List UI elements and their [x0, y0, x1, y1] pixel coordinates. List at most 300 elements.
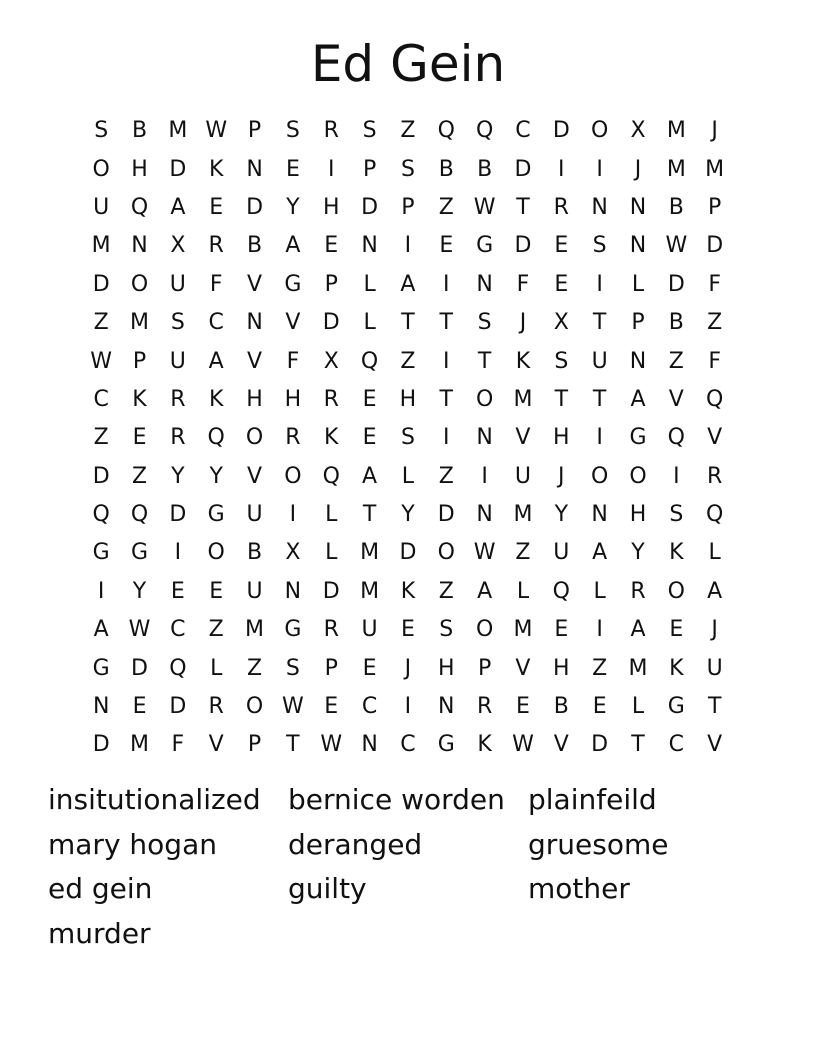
grid-cell[interactable]: V [707, 732, 723, 758]
grid-cell[interactable]: Z [592, 655, 608, 681]
grid-cell[interactable]: W [90, 348, 113, 374]
grid-cell[interactable]: U [169, 271, 186, 297]
grid-cell[interactable]: S [285, 118, 300, 144]
grid-cell[interactable]: N [92, 694, 110, 720]
grid-cell[interactable]: Q [130, 502, 149, 528]
grid-cell[interactable]: N [591, 194, 608, 220]
grid-cell[interactable]: M [360, 578, 380, 604]
grid-cell[interactable]: G [284, 617, 302, 643]
grid-cell[interactable]: I [443, 271, 450, 297]
grid-cell[interactable]: D [322, 310, 340, 336]
grid-cell[interactable]: C [93, 386, 109, 412]
grid-cell[interactable]: Z [400, 118, 416, 144]
grid-cell[interactable]: R [285, 425, 301, 451]
grid-cell[interactable]: Z [247, 655, 263, 681]
grid-cell[interactable]: G [207, 502, 225, 528]
letter-grid[interactable] [82, 112, 734, 765]
grid-cell[interactable]: T [516, 194, 530, 220]
grid-cell[interactable]: F [209, 271, 223, 297]
grid-cell[interactable]: T [592, 310, 607, 336]
grid-cell[interactable]: F [708, 271, 721, 297]
grid-cell[interactable]: M [628, 655, 648, 681]
grid-cell[interactable]: N [476, 502, 493, 528]
word-bank-item: plainfeild [528, 783, 657, 816]
grid-cell[interactable]: Q [92, 502, 110, 528]
grid-cell[interactable]: N [629, 233, 647, 259]
word-bank-item: gruesome [528, 827, 669, 861]
grid-cell[interactable]: B [438, 156, 454, 182]
grid-cell[interactable]: Z [93, 310, 109, 336]
grid-cell[interactable]: N [476, 425, 493, 451]
grid-cell[interactable]: E [362, 655, 377, 681]
grid-cell[interactable]: M [513, 502, 533, 528]
grid-cell[interactable]: E [592, 694, 607, 720]
grid-cell[interactable]: C [208, 310, 224, 336]
grid-cell[interactable]: D [322, 578, 340, 604]
grid-cell[interactable]: V [553, 732, 569, 758]
grid-cell[interactable]: Z [438, 578, 454, 604]
grid-cell[interactable]: O [207, 540, 225, 566]
grid-cell[interactable]: X [630, 118, 646, 144]
grid-cell[interactable]: H [246, 386, 263, 412]
grid-cell[interactable]: D [514, 156, 532, 182]
grid-row [82, 611, 734, 649]
grid-cell[interactable]: L [325, 540, 338, 566]
grid-cell[interactable]: Z [208, 617, 224, 643]
grid-cell[interactable]: D [591, 732, 609, 758]
grid-cell[interactable]: D [399, 540, 417, 566]
grid-cell[interactable]: D [706, 233, 724, 259]
grid-cell[interactable]: J [711, 617, 718, 643]
grid-cell[interactable]: O [590, 118, 609, 144]
grid-cell[interactable]: V [707, 425, 723, 451]
grid-cell[interactable]: M [513, 386, 533, 412]
grid-cell[interactable]: K [669, 655, 684, 681]
grid-cell[interactable]: E [554, 617, 569, 643]
grid-cell[interactable]: R [553, 194, 569, 220]
grid-cell[interactable]: D [514, 233, 532, 259]
grid-cell[interactable]: D [131, 655, 148, 681]
grid-cell[interactable]: M [705, 156, 725, 182]
grid-cell[interactable]: G [92, 655, 110, 681]
grid-cell[interactable]: O [284, 463, 302, 489]
grid-cell[interactable]: X [285, 540, 301, 566]
grid-cell[interactable]: U [169, 348, 186, 374]
grid-cell[interactable]: O [437, 540, 455, 566]
grid-row [82, 688, 734, 726]
grid-row [82, 496, 734, 534]
grid-cell[interactable]: W [512, 732, 534, 758]
grid-cell[interactable]: R [170, 386, 186, 412]
grid-cell[interactable]: T [477, 348, 492, 374]
grid-cell[interactable]: K [669, 540, 684, 566]
grid-cell[interactable]: H [131, 156, 148, 182]
grid-cell[interactable]: Z [131, 463, 148, 489]
grid-cell[interactable]: N [131, 233, 148, 259]
grid-cell[interactable]: S [592, 233, 607, 259]
grid-cell[interactable]: E [209, 194, 224, 220]
grid-cell[interactable]: S [285, 655, 300, 681]
grid-cell[interactable]: H [437, 655, 455, 681]
grid-cell[interactable]: K [132, 386, 147, 412]
grid-cell[interactable]: E [400, 617, 415, 643]
grid-cell[interactable]: H [322, 194, 340, 220]
grid-cell[interactable]: N [591, 502, 608, 528]
grid-cell[interactable]: E [324, 694, 339, 720]
grid-cell[interactable]: U [706, 655, 723, 681]
grid-cell[interactable]: W [665, 233, 688, 259]
grid-cell[interactable]: B [247, 233, 263, 259]
grid-cell[interactable]: I [404, 233, 412, 259]
grid-cell[interactable]: A [362, 463, 378, 489]
grid-cell[interactable]: O [245, 425, 264, 451]
grid-cell[interactable]: C [361, 694, 378, 720]
grid-cell[interactable]: I [596, 617, 603, 643]
grid-cell[interactable]: T [554, 386, 569, 412]
grid-cell[interactable]: Y [171, 463, 185, 489]
grid-cell[interactable]: E [669, 617, 684, 643]
grid-cell[interactable]: A [630, 386, 646, 412]
grid-cell[interactable]: D [552, 118, 570, 144]
grid-cell[interactable]: G [92, 540, 110, 566]
grid-cell[interactable]: F [516, 271, 530, 297]
grid-cell[interactable]: E [362, 425, 377, 451]
grid-cell[interactable]: E [439, 233, 454, 259]
grid-cell[interactable]: E [132, 694, 147, 720]
grid-cell[interactable]: F [171, 732, 185, 758]
grid-cell[interactable]: B [668, 310, 684, 336]
grid-cell[interactable]: K [208, 156, 224, 182]
grid-cell[interactable]: I [289, 502, 297, 528]
grid-cell[interactable]: L [708, 540, 721, 566]
grid-cell[interactable]: E [362, 386, 377, 412]
grid-cell[interactable]: U [361, 617, 378, 643]
grid-cell[interactable]: W [128, 617, 151, 643]
grid-cell[interactable]: B [477, 156, 493, 182]
grid-cell[interactable]: Y [401, 502, 415, 528]
grid-cell[interactable]: P [247, 118, 262, 144]
grid-cell[interactable]: R [170, 425, 186, 451]
word-bank-item: ed gein [48, 872, 153, 906]
grid-cell[interactable]: Q [437, 118, 455, 144]
grid-cell[interactable]: G [476, 233, 494, 259]
grid-cell[interactable]: S [170, 310, 185, 336]
grid-cell[interactable]: M [513, 617, 533, 643]
grid-cell[interactable]: L [631, 694, 645, 720]
grid-cell[interactable]: Q [475, 118, 494, 144]
grid-cell[interactable]: A [285, 233, 301, 259]
grid-cell[interactable]: S [94, 118, 109, 144]
grid-cell[interactable]: N [361, 732, 378, 758]
grid-cell[interactable]: W [320, 732, 343, 758]
grid-cell[interactable]: L [363, 310, 376, 336]
grid-cell[interactable]: J [404, 655, 412, 681]
grid-cell[interactable]: E [324, 233, 339, 259]
grid-cell[interactable]: T [631, 732, 645, 758]
grid-cell[interactable]: Z [515, 540, 531, 566]
grid-cell[interactable]: S [362, 118, 377, 144]
grid-cell[interactable]: R [707, 463, 723, 489]
grid-cell[interactable]: S [477, 310, 492, 336]
grid-cell[interactable]: M [130, 732, 149, 758]
grid-cell[interactable]: I [97, 578, 105, 604]
grid-cell[interactable]: M [168, 118, 188, 144]
grid-cell[interactable]: U [553, 540, 570, 566]
grid-cell[interactable]: T [401, 310, 415, 336]
grid-cell[interactable]: Q [322, 463, 340, 489]
grid-cell[interactable]: T [439, 386, 453, 412]
grid-cell[interactable]: S [554, 348, 569, 374]
grid-cell[interactable]: G [667, 694, 685, 720]
grid-cell[interactable]: K [400, 578, 416, 604]
grid-cell[interactable]: S [439, 617, 454, 643]
grid-cell[interactable]: A [93, 617, 109, 643]
grid-cell[interactable]: I [558, 156, 565, 182]
grid-cell[interactable]: O [590, 463, 609, 489]
grid-cell[interactable]: O [667, 578, 685, 604]
grid-cell[interactable]: E [170, 578, 185, 604]
grid-cell[interactable]: Q [706, 386, 724, 412]
grid-cell[interactable]: Z [438, 194, 454, 220]
grid-cell[interactable]: I [596, 425, 603, 451]
grid-cell[interactable]: U [591, 348, 608, 374]
grid-cell[interactable]: D [92, 732, 110, 758]
grid-cell[interactable]: I [443, 425, 450, 451]
grid-cell[interactable]: U [93, 194, 110, 220]
grid-cell[interactable]: I [443, 348, 450, 374]
grid-cell[interactable]: Y [286, 194, 300, 220]
grid-cell[interactable]: H [399, 386, 417, 412]
word-bank-item: insitutionalized [48, 783, 261, 816]
grid-cell[interactable]: X [170, 233, 186, 259]
grid-cell[interactable]: J [634, 156, 642, 182]
grid-cell[interactable]: I [404, 694, 412, 720]
grid-cell[interactable]: M [245, 617, 265, 643]
grid-cell[interactable]: O [475, 617, 494, 643]
grid-cell[interactable]: J [519, 310, 527, 336]
grid-cell[interactable]: L [401, 463, 415, 489]
grid-cell[interactable]: P [324, 271, 338, 297]
grid-cell[interactable]: D [246, 194, 264, 220]
grid-cell[interactable]: Q [667, 425, 685, 451]
grid-cell[interactable]: Y [631, 540, 645, 566]
grid-cell[interactable]: K [208, 386, 224, 412]
grid-cell[interactable]: Z [400, 348, 416, 374]
grid-cell[interactable]: M [666, 156, 686, 182]
grid-cell[interactable]: A [208, 348, 224, 374]
grid-cell[interactable]: O [92, 156, 110, 182]
grid-cell[interactable]: Z [668, 348, 684, 374]
grid-cell[interactable]: E [516, 694, 530, 720]
grid-cell[interactable]: O [245, 694, 264, 720]
grid-cell[interactable]: D [169, 694, 187, 720]
grid-cell[interactable]: R [323, 118, 339, 144]
grid-cell[interactable]: X [323, 348, 339, 374]
grid-cell[interactable]: A [707, 578, 723, 604]
grid-cell[interactable]: J [558, 463, 565, 489]
grid-cell[interactable]: B [131, 118, 148, 144]
grid-cell[interactable]: Q [552, 578, 570, 604]
grid-cell[interactable]: E [554, 233, 569, 259]
grid-cell[interactable]: A [400, 271, 416, 297]
grid-cell[interactable]: W [282, 694, 304, 720]
grid-cell[interactable]: K [477, 732, 492, 758]
grid-cell[interactable]: K [324, 425, 339, 451]
grid-cell[interactable]: V [247, 348, 263, 374]
grid-cell[interactable]: W [473, 540, 496, 566]
grid-cell[interactable]: S [400, 156, 415, 182]
grid-cell[interactable]: P [324, 655, 338, 681]
grid-cell[interactable]: L [516, 578, 530, 604]
grid-cell[interactable]: R [208, 233, 224, 259]
grid-cell[interactable]: D [92, 463, 110, 489]
grid-cell[interactable]: P [362, 156, 377, 182]
word-bank-item: guilty [288, 872, 367, 906]
grid-cell[interactable]: U [246, 502, 263, 528]
grid-cell[interactable]: Q [360, 348, 379, 374]
grid-cell[interactable]: F [286, 348, 300, 374]
grid-cell[interactable]: D [169, 156, 187, 182]
grid-cell[interactable]: P [247, 732, 262, 758]
grid-cell[interactable]: I [596, 156, 603, 182]
grid-cell[interactable]: E [209, 578, 224, 604]
grid-cell[interactable]: P [477, 655, 492, 681]
grid-cell[interactable]: L [325, 502, 338, 528]
grid-cell[interactable]: M [91, 233, 111, 259]
grid-cell[interactable]: Y [554, 502, 569, 528]
grid-cell[interactable]: B [247, 540, 263, 566]
grid-cell[interactable]: C [668, 732, 685, 758]
grid-cell[interactable]: B [553, 694, 569, 720]
grid-row [82, 534, 734, 572]
grid-cell[interactable]: A [630, 617, 646, 643]
grid-cell[interactable]: T [439, 310, 453, 336]
grid-cell[interactable]: L [593, 578, 606, 604]
grid-cell[interactable]: I [174, 540, 182, 566]
grid-cell[interactable]: J [711, 118, 718, 144]
grid-cell[interactable]: H [629, 502, 647, 528]
grid-cell[interactable]: E [554, 271, 569, 297]
grid-cell[interactable]: R [208, 694, 224, 720]
grid-cell[interactable]: N [438, 694, 455, 720]
grid-cell[interactable]: W [473, 194, 496, 220]
grid-cell[interactable]: D [92, 271, 110, 297]
grid-cell[interactable]: N [476, 271, 493, 297]
grid-cell[interactable]: N [284, 578, 302, 604]
grid-cell[interactable]: Y [209, 463, 223, 489]
grid-cell[interactable]: P [132, 348, 147, 374]
grid-cell[interactable]: D [437, 502, 455, 528]
grid-cell[interactable]: V [668, 386, 684, 412]
grid-cell[interactable]: G [130, 540, 149, 566]
grid-cell[interactable]: O [629, 463, 647, 489]
grid-cell[interactable]: S [669, 502, 684, 528]
grid-cell[interactable]: E [285, 156, 300, 182]
grid-cell[interactable]: U [514, 463, 531, 489]
grid-cell[interactable]: O [130, 271, 149, 297]
grid-cell[interactable]: F [708, 348, 721, 374]
grid-cell[interactable]: Q [207, 425, 225, 451]
grid-cell[interactable]: V [515, 655, 531, 681]
grid-cell[interactable]: E [132, 425, 147, 451]
grid-cell[interactable]: D [361, 194, 379, 220]
grid-cell[interactable]: T [592, 386, 607, 412]
grid-cell[interactable]: B [668, 194, 684, 220]
grid-cell[interactable]: L [363, 271, 376, 297]
grid-cell[interactable]: T [286, 732, 300, 758]
grid-cell[interactable]: P [631, 310, 645, 336]
grid-cell[interactable]: D [169, 502, 187, 528]
grid-cell[interactable]: O [475, 386, 494, 412]
grid-cell[interactable]: D [667, 271, 685, 297]
grid-cell[interactable]: I [327, 156, 335, 182]
grid-cell[interactable]: W [205, 118, 228, 144]
grid-cell[interactable]: U [246, 578, 263, 604]
grid-cell[interactable]: N [246, 156, 263, 182]
grid-cell[interactable]: N [629, 194, 647, 220]
grid-cell[interactable]: Z [707, 310, 723, 336]
grid-cell[interactable]: Q [706, 502, 724, 528]
grid-cell[interactable]: N [246, 310, 263, 336]
grid-cell[interactable]: H [553, 425, 570, 451]
grid-cell[interactable]: A [170, 194, 186, 220]
grid-cell[interactable]: I [596, 271, 603, 297]
grid-cell[interactable]: P [708, 194, 722, 220]
grid-cell[interactable]: R [476, 694, 493, 720]
grid-cell[interactable]: Q [130, 194, 149, 220]
grid-cell[interactable]: V [208, 732, 224, 758]
grid-cell[interactable]: C [400, 732, 416, 758]
grid-cell[interactable]: Q [169, 655, 187, 681]
grid-cell[interactable]: K [515, 348, 531, 374]
grid-cell[interactable]: R [630, 578, 646, 604]
grid-cell[interactable]: I [673, 463, 680, 489]
grid-cell[interactable]: A [477, 578, 493, 604]
grid-cell[interactable]: I [481, 463, 488, 489]
grid-cell[interactable]: H [553, 655, 570, 681]
grid-cell[interactable]: M [360, 540, 380, 566]
grid-cell[interactable]: T [707, 694, 722, 720]
grid-cell[interactable]: G [629, 425, 647, 451]
grid-cell[interactable]: Z [438, 463, 454, 489]
grid-cell[interactable]: X [553, 310, 569, 336]
grid-cell[interactable]: G [437, 732, 455, 758]
grid-cell[interactable]: V [285, 310, 301, 336]
grid-cell[interactable]: V [247, 463, 263, 489]
grid-cell[interactable]: L [631, 271, 645, 297]
word-bank-item: mother [528, 872, 630, 906]
grid-cell[interactable]: N [629, 348, 647, 374]
grid-cell[interactable]: V [247, 271, 263, 297]
grid-cell[interactable]: G [284, 271, 302, 297]
grid-cell[interactable]: L [210, 655, 223, 681]
grid-cell[interactable]: R [323, 617, 339, 643]
grid-cell[interactable]: P [401, 194, 415, 220]
grid-cell[interactable]: N [361, 233, 378, 259]
grid-cell[interactable]: M [666, 118, 686, 144]
grid-cell[interactable]: M [130, 310, 149, 336]
grid-cell[interactable]: C [515, 118, 531, 144]
grid-cell[interactable]: A [592, 540, 608, 566]
grid-cell[interactable]: C [170, 617, 186, 643]
grid-cell[interactable]: H [284, 386, 302, 412]
grid-cell[interactable]: T [362, 502, 377, 528]
grid-cell[interactable]: S [400, 425, 415, 451]
grid-cell[interactable]: Y [132, 578, 147, 604]
grid-cell[interactable]: V [515, 425, 531, 451]
grid-cell[interactable]: R [323, 386, 339, 412]
grid-cell[interactable]: Z [93, 425, 109, 451]
